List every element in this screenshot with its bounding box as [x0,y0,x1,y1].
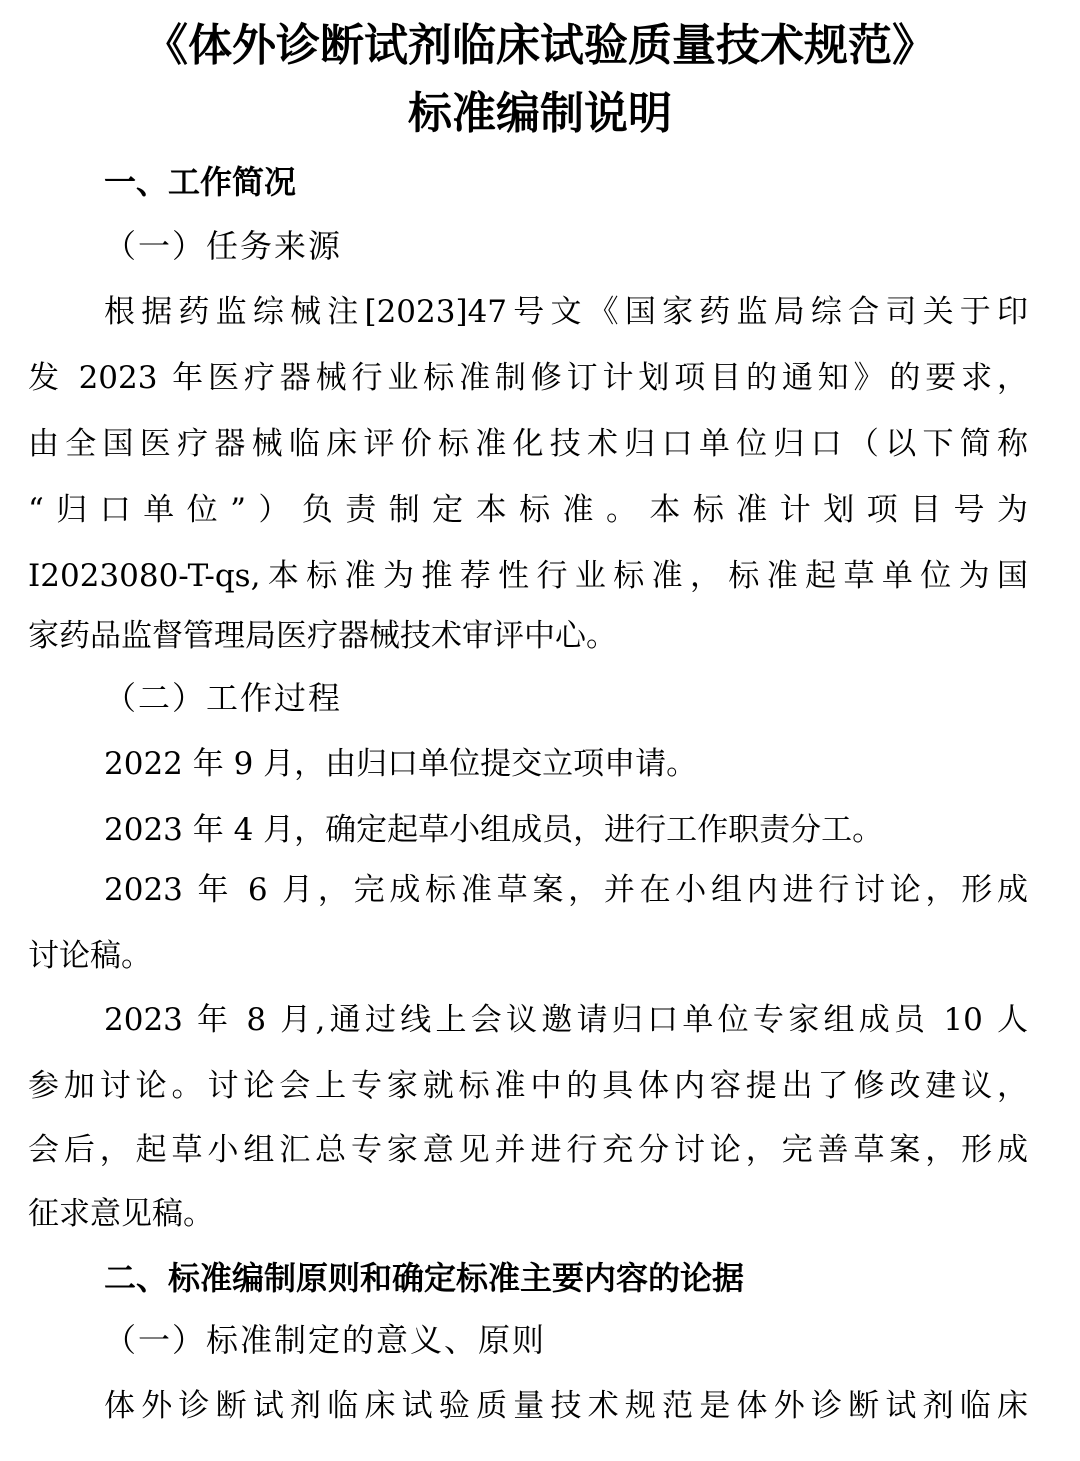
paragraph-line: I2023080-T-qs,本标准为推荐性行业标准，标准起草单位为国 [28,558,1028,594]
paragraph-line: 2022 年 9 月，由归口单位提交立项申请。 [104,746,698,782]
paragraph-line: 2023 年 8 月,通过线上会议邀请归口单位专家组成员 10 人 [104,1002,1028,1038]
section-1-heading: 一、工作简况 [104,163,297,201]
paragraph-line: 发 2023 年医疗器械行业标准制修订计划项目的通知》的要求， [28,360,1028,396]
paragraph-line: 由全国医疗器械临床评价标准化技术归口单位归口（以下简称 [28,426,1028,462]
paragraph-line: 根据药监综械注[2023]47号文《国家药监局综合司关于印 [104,294,1028,330]
document-title-line-2: 标准编制说明 [408,88,672,139]
paragraph-line: 讨论稿。 [28,938,152,974]
document-title-line-1: 《体外诊断试剂临床试验质量技术规范》 [144,20,936,71]
paragraph-line: 2023 年 4 月，确定起草小组成员，进行工作职责分工。 [104,812,884,848]
paragraph-line: 会后，起草小组汇总专家意见并进行充分讨论，完善草案，形成 [28,1132,1028,1168]
paragraph-line: 征求意见稿。 [28,1196,214,1232]
paragraph-line: 家药品监督管理局医疗器械技术审评中心。 [28,618,617,654]
section-1-sub-2-heading: （二）工作过程 [104,679,343,717]
paragraph-line: 参加讨论。讨论会上专家就标准中的具体内容提出了修改建议， [28,1068,1028,1104]
section-2-heading: 二、标准编制原则和确定标准主要内容的论据 [104,1259,745,1297]
section-2-sub-1-heading: （一）标准制定的意义、原则 [104,1321,547,1359]
paragraph-line: 2023 年 6 月，完成标准草案，并在小组内进行讨论，形成 [104,872,1028,908]
paragraph-line: 体外诊断试剂临床试验质量技术规范是体外诊断试剂临床 [104,1388,1028,1424]
paragraph-line: “归口单位”）负责制定本标准。本标准计划项目号为 [28,492,1028,528]
section-1-sub-1-heading: （一）任务来源 [104,227,343,265]
